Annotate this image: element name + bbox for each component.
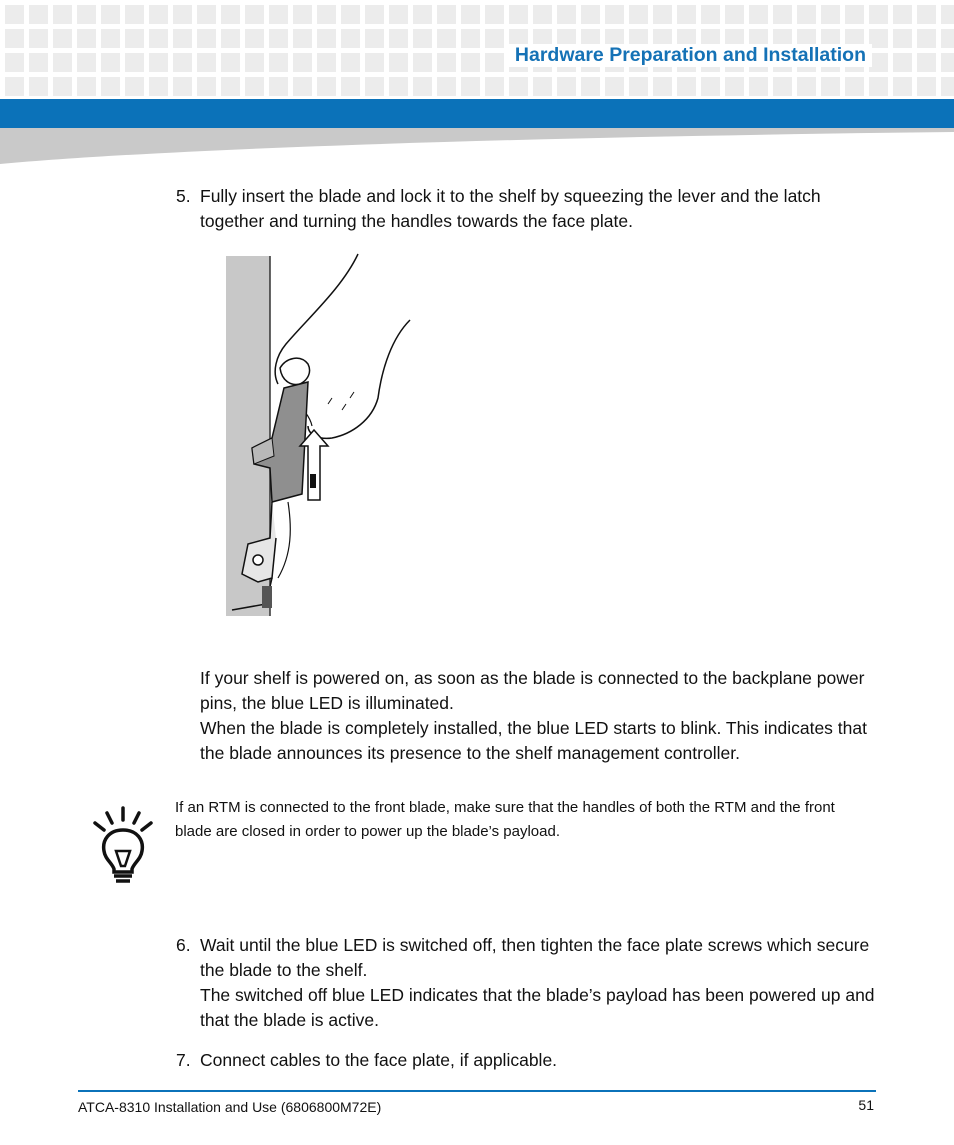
step-text: Wait until the blue LED is switched off, then tighten the face plate screws which secure the blade to the shelf. <box>200 935 870 980</box>
footer-rule <box>78 1090 876 1092</box>
step-number: 6. <box>176 935 191 955</box>
note-text: If an RTM is connected to the front blade, make sure that the handles of both the RTM and the front blade are closed in order to power up the blade’s payload. <box>175 799 835 840</box>
page-title: Hardware Preparation and Installation <box>509 44 872 67</box>
footer-doc-title: ATCA-8310 Installation and Use (6806800M72E) <box>78 1099 382 1115</box>
step-extra-text: The switched off blue LED indicates that the blade’s payload has been powered up and that the blade is active. <box>200 985 875 1030</box>
step-6 <box>176 933 876 1033</box>
step-number: 5. <box>176 186 191 206</box>
step-text: Fully insert the blade and lock it to the shelf by squeezing the lever and the latch together and turning the handles towards the face plate. <box>200 186 821 231</box>
step-5 <box>176 184 876 234</box>
lightbulb-icon <box>92 806 156 886</box>
paragraph: When the blade is completely installed, the blue LED starts to blink. This indicates that the blade announces its presence to the shelf management controller. <box>200 718 867 763</box>
paragraph: If your shelf is powered on, as soon as the blade is connected to the backplane power pins, the blue LED is illuminated. <box>200 668 865 713</box>
step-number: 7. <box>176 1050 191 1070</box>
led-explanation <box>200 666 890 766</box>
header-gray-swoosh <box>0 128 954 164</box>
step-7 <box>176 1048 876 1073</box>
step-text: Connect cables to the face plate, if applicable. <box>200 1050 558 1070</box>
header-blue-band <box>0 99 954 128</box>
page-number: 51 <box>858 1097 874 1113</box>
blade-handle-illustration <box>222 248 422 620</box>
